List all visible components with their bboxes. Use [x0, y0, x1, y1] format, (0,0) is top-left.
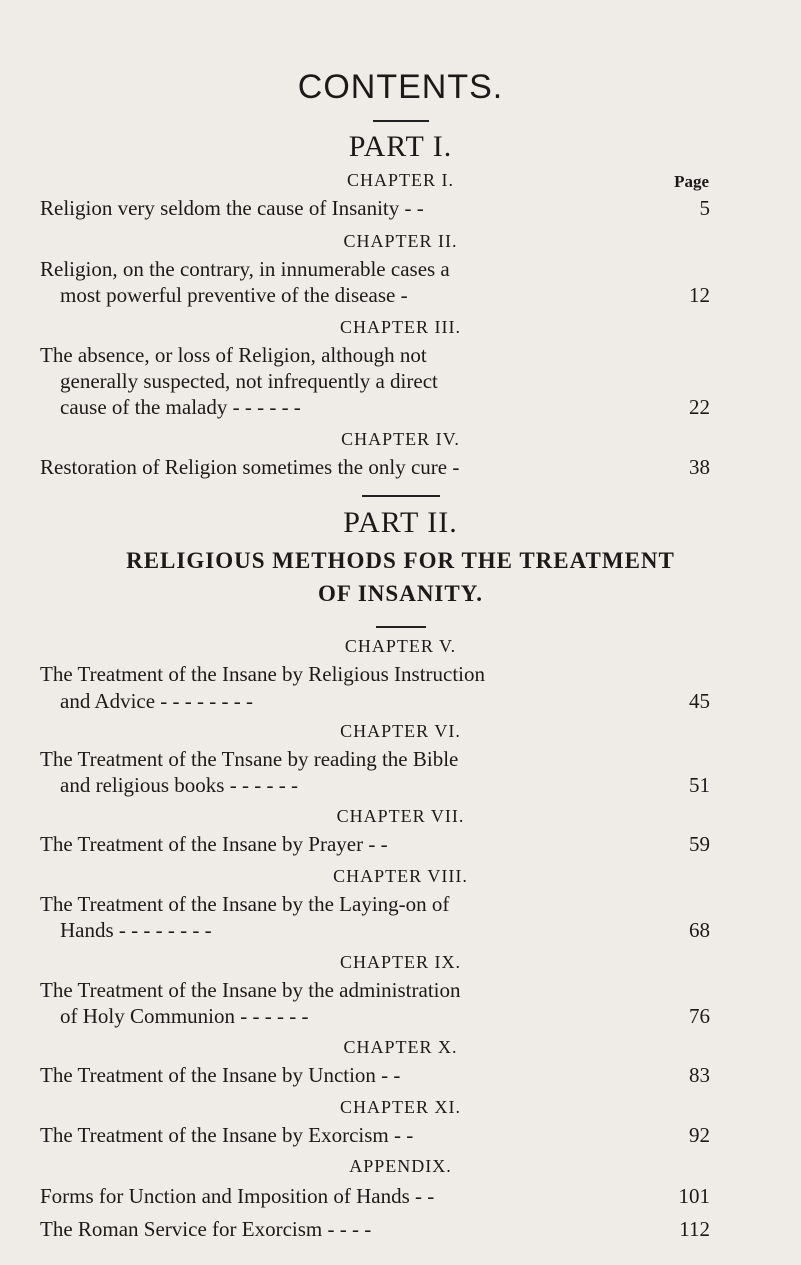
toc-entry-text: cause of the malady - - - - - -: [60, 395, 301, 419]
toc-entry-text: and religious books - - - - - -: [60, 773, 298, 797]
title-divider: [373, 120, 429, 122]
toc-entry[interactable]: [40, 1123, 710, 1148]
toc-entry-text: The Treatment of the Insane by the administration: [40, 978, 461, 1002]
toc-entry[interactable]: [40, 343, 710, 368]
toc-page-number: 22: [689, 395, 710, 419]
toc-entry-continuation: [60, 369, 710, 394]
toc-page-number: 112: [679, 1217, 710, 1241]
part2-subtitle: RELIGIOUS METHODS FOR THE TREATMENT: [126, 548, 675, 573]
page-title: CONTENTS.: [297, 68, 504, 106]
chapter-heading: CHAPTER IX.: [339, 952, 461, 972]
part-divider: [362, 495, 440, 497]
part2-title: PART II.: [343, 506, 458, 539]
toc-entry-text: The Treatment of the Insane by Unction - -: [40, 1063, 401, 1087]
toc-page-number: 101: [678, 1184, 710, 1208]
part2-subtitle: OF INSANITY.: [318, 581, 483, 606]
chapter-heading: CHAPTER VII.: [336, 806, 465, 826]
toc-entry-text: Forms for Unction and Imposition of Hands - -: [40, 1184, 435, 1208]
chapter-heading: CHAPTER II.: [343, 231, 458, 251]
toc-entry-text: generally suspected, not infrequently a direct: [60, 369, 438, 393]
toc-page-number: 76: [689, 1004, 710, 1028]
chapter-heading: CHAPTER VI.: [340, 721, 461, 741]
toc-entry-text: Restoration of Religion sometimes the only cure -: [40, 455, 460, 479]
toc-entry-text: Hands - - - - - - - -: [60, 918, 212, 942]
toc-entry[interactable]: [40, 196, 710, 221]
toc-entry-continuation: [60, 689, 710, 714]
toc-entry-text: The absence, or loss of Religion, although not: [40, 343, 427, 367]
toc-entry-continuation: [60, 773, 710, 798]
toc-entry[interactable]: [40, 662, 710, 687]
toc-page-number: 51: [689, 773, 710, 797]
toc-entry-text: Religion, on the contrary, in innumerable cases a: [40, 257, 450, 281]
toc-entry-text: The Treatment of the Insane by Exorcism - -: [40, 1123, 414, 1147]
chapter-heading: CHAPTER IV.: [341, 429, 460, 449]
part-divider: [376, 626, 426, 628]
appendix-heading: APPENDIX.: [349, 1156, 452, 1176]
toc-entry[interactable]: [40, 455, 710, 480]
toc-entry-text: of Holy Communion - - - - - -: [60, 1004, 309, 1028]
page-column-label: Page: [674, 172, 709, 191]
chapter-heading: CHAPTER X.: [343, 1037, 458, 1057]
toc-page-number: 5: [699, 196, 710, 220]
toc-entry-continuation: [60, 1004, 710, 1029]
part1-title: PART I.: [348, 130, 453, 163]
toc-entry-text: The Treatment of the Insane by Prayer - -: [40, 832, 388, 856]
chapter-heading: CHAPTER I.: [346, 170, 454, 190]
toc-page-number: 12: [689, 283, 710, 307]
chapter-heading: CHAPTER III.: [340, 317, 461, 337]
toc-page-number: 45: [689, 689, 710, 713]
toc-entry-continuation: [60, 283, 710, 308]
toc-entry[interactable]: [40, 832, 710, 857]
toc-entry[interactable]: [40, 978, 710, 1003]
toc-entry[interactable]: [40, 1184, 710, 1209]
toc-entry-continuation: [60, 395, 710, 420]
chapter-heading: CHAPTER V.: [344, 636, 457, 656]
toc-entry-text: The Treatment of the Insane by Religious Instruction: [40, 662, 486, 686]
toc-entry[interactable]: [40, 892, 710, 917]
chapter-heading: CHAPTER VIII.: [333, 866, 468, 886]
toc-page-number: 68: [689, 918, 710, 942]
toc-page-number: 38: [689, 455, 710, 479]
toc-entry-text: Religion very seldom the cause of Insanity - -: [40, 196, 424, 220]
toc-entry-text: and Advice - - - - - - - -: [60, 689, 253, 713]
toc-entry-continuation: [60, 918, 710, 943]
toc-entry[interactable]: [40, 1063, 710, 1088]
toc-entry-text: The Roman Service for Exorcism - - - -: [40, 1217, 372, 1241]
toc-entry-text: most powerful preventive of the disease -: [60, 283, 408, 307]
toc-page-number: 59: [689, 832, 710, 856]
toc-entry-text: The Treatment of the Insane by the Laying-on of: [40, 892, 450, 916]
toc-page-number: 92: [689, 1123, 710, 1147]
toc-entry[interactable]: [40, 257, 710, 282]
toc-entry[interactable]: [40, 1217, 710, 1242]
toc-entry-text: The Treatment of the Tnsane by reading the Bible: [40, 747, 459, 771]
toc-page-number: 83: [689, 1063, 710, 1087]
chapter-heading: CHAPTER XI.: [339, 1097, 461, 1117]
toc-entry[interactable]: [40, 747, 710, 772]
